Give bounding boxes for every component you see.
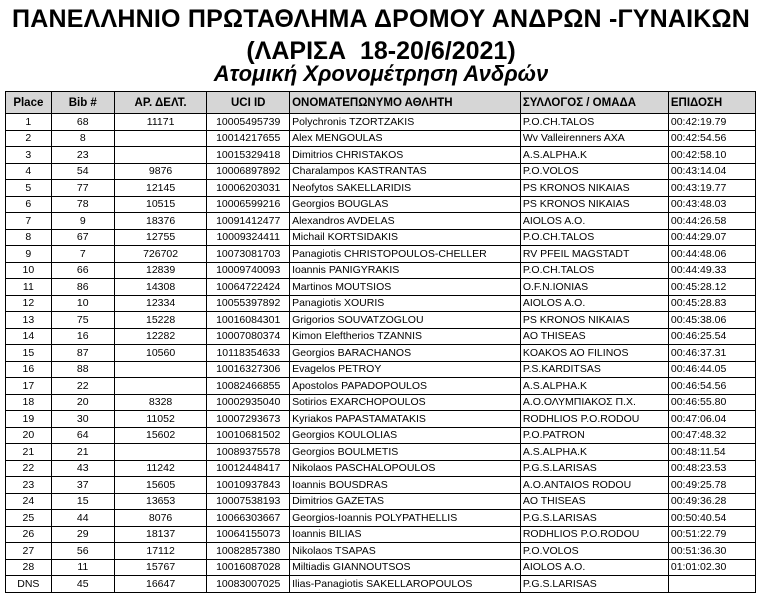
table-row [6,295,756,312]
table-row [6,411,756,428]
bib-cell: 15 [51,493,114,510]
bib-cell: 75 [51,312,114,329]
place-cell: 20 [6,427,52,444]
column-header-uci-id: UCI ID [207,92,290,114]
place-cell: 26 [6,526,52,543]
club-cell: P.S.KARDITSAS [520,361,668,378]
athlete-name-cell: Sotirios EXARCHOPOULOS [290,394,521,411]
uci-id-cell: 10009324411 [207,229,290,246]
header-row [6,92,756,114]
place-cell: 14 [6,328,52,345]
athlete-name-cell: Alexandros AVDELAS [290,213,521,230]
uci-id-cell: 10066303667 [207,510,290,527]
uci-id-cell: 10010681502 [207,427,290,444]
uci-id-cell: 10016327306 [207,361,290,378]
club-cell: PS KRONOS NIKAIAS [520,196,668,213]
license-cell: 12839 [114,262,207,279]
athlete-name-cell: Ilias-Panagiotis SAKELLAROPOULOS [290,576,521,593]
column-header-athlete: ΟΝΟΜΑΤΕΠΩΝΥΜΟ ΑΘΛΗΤΗ [290,92,521,114]
license-cell: 10515 [114,196,207,213]
uci-id-cell: 10016087028 [207,559,290,576]
club-cell: P.O.PATRON [520,427,668,444]
athlete-name-cell: Charalampos KASTRANTAS [290,163,521,180]
uci-id-cell: 10006203031 [207,180,290,197]
time-cell: 00:49:25.78 [668,477,755,494]
athlete-name-cell: Martinos MOUTSIOS [290,279,521,296]
table-row [6,147,756,164]
uci-id-cell: 10010937843 [207,477,290,494]
place-cell: 25 [6,510,52,527]
place-cell: 13 [6,312,52,329]
club-cell: P.G.S.LARISAS [520,576,668,593]
time-cell: 00:50:40.54 [668,510,755,527]
uci-id-cell: 10007538193 [207,493,290,510]
time-cell: 00:48:23.53 [668,460,755,477]
bib-cell: 45 [51,576,114,593]
table-row [6,493,756,510]
license-cell [114,378,207,395]
column-header-club: ΣΥΛΛΟΓΟΣ / ΟΜΑΔΑ [520,92,668,114]
club-cell: P.O.CH.TALOS [520,262,668,279]
license-cell: 15602 [114,427,207,444]
location-dates: (ΛΑΡΙΣΑ 18-20/6/2021) [246,37,516,65]
time-cell: 00:49:36.28 [668,493,755,510]
club-cell: RV PFEIL MAGSTADT [520,246,668,263]
time-cell: 00:42:54.56 [668,130,755,147]
athlete-name-cell: Georgios-Ioannis POLYPATHELLIS [290,510,521,527]
uci-id-cell: 10015329418 [207,147,290,164]
athlete-name-cell: Miltiadis GIANNOUTSOS [290,559,521,576]
table-row [6,394,756,411]
table-row [6,543,756,560]
athlete-name-cell: Nikolaos TSAPAS [290,543,521,560]
place-cell: 23 [6,477,52,494]
athlete-name-cell: Ioannis BILIAS [290,526,521,543]
club-cell: A.O.ΟΛΥΜΠΙΑΚΟΣ Π.Χ. [520,394,668,411]
time-cell: 00:44:26.58 [668,213,755,230]
athlete-name-cell: Ioannis PANIGYRAKIS [290,262,521,279]
table-row [6,378,756,395]
bib-cell: 11 [51,559,114,576]
time-cell: 00:46:55.80 [668,394,755,411]
place-cell: 19 [6,411,52,428]
license-cell [114,130,207,147]
bib-cell: 43 [51,460,114,477]
time-cell: 00:51:22.79 [668,526,755,543]
athlete-name-cell: Neofytos SAKELLARIDIS [290,180,521,197]
time-cell: 00:45:28.83 [668,295,755,312]
athlete-name-cell: Ioannis BOUSDRAS [290,477,521,494]
athlete-name-cell: Nikolaos PASCHALOPOULOS [290,460,521,477]
license-cell: 11171 [114,114,207,131]
uci-id-cell: 10064155073 [207,526,290,543]
license-cell: 12334 [114,295,207,312]
bib-cell: 78 [51,196,114,213]
table-row [6,345,756,362]
time-cell: 01:01:02.30 [668,559,755,576]
place-cell: DNS [6,576,52,593]
place-cell: 12 [6,295,52,312]
club-cell: P.O.CH.TALOS [520,229,668,246]
uci-id-cell: 10009740093 [207,262,290,279]
club-cell: P.O.CH.TALOS [520,114,668,131]
time-cell: 00:47:06.04 [668,411,755,428]
bib-cell: 30 [51,411,114,428]
club-cell: Wv Valleirenners AXA [520,130,668,147]
club-cell: RODHLIOS P.O.RODOU [520,411,668,428]
bib-cell: 67 [51,229,114,246]
place-cell: 24 [6,493,52,510]
table-row [6,526,756,543]
place-cell: 6 [6,196,52,213]
time-cell: 00:42:58.10 [668,147,755,164]
club-cell: A.S.ALPHA.K [520,444,668,461]
document-header [0,0,762,86]
athlete-name-cell: Georgios BOUGLAS [290,196,521,213]
bib-cell: 37 [51,477,114,494]
bib-cell: 20 [51,394,114,411]
license-cell: 15767 [114,559,207,576]
bib-cell: 9 [51,213,114,230]
results-body [6,114,756,593]
place-cell: 2 [6,130,52,147]
license-cell [114,361,207,378]
column-header-license: ΑΡ. ΔΕΛΤ. [114,92,207,114]
club-cell: PS KRONOS NIKAIAS [520,180,668,197]
place-cell: 27 [6,543,52,560]
bib-cell: 16 [51,328,114,345]
table-row [6,444,756,461]
place-cell: 3 [6,147,52,164]
bib-cell: 66 [51,262,114,279]
uci-id-cell: 10014217655 [207,130,290,147]
uci-id-cell: 10064722424 [207,279,290,296]
place-cell: 22 [6,460,52,477]
time-cell: 00:44:29.07 [668,229,755,246]
license-cell: 726702 [114,246,207,263]
uci-id-cell: 10006897892 [207,163,290,180]
club-cell: AIOLOS A.O. [520,213,668,230]
uci-id-cell: 10016084301 [207,312,290,329]
place-cell: 18 [6,394,52,411]
place-cell: 9 [6,246,52,263]
time-cell: 00:42:19.79 [668,114,755,131]
time-cell: 00:44:49.33 [668,262,755,279]
athlete-name-cell: Evagelos PETROY [290,361,521,378]
club-cell: AO THISEAS [520,328,668,345]
club-cell: PS KRONOS NIKAIAS [520,312,668,329]
place-cell: 17 [6,378,52,395]
bib-cell: 23 [51,147,114,164]
time-cell: 00:45:38.06 [668,312,755,329]
athlete-name-cell: Michail KORTSIDAKIS [290,229,521,246]
club-cell: P.G.S.LARISAS [520,510,668,527]
uci-id-cell: 10091412477 [207,213,290,230]
uci-id-cell: 10007080374 [207,328,290,345]
license-cell: 15605 [114,477,207,494]
time-cell: 00:47:48.32 [668,427,755,444]
club-cell: A.S.ALPHA.K [520,378,668,395]
license-cell: 17112 [114,543,207,560]
bib-cell: 7 [51,246,114,263]
place-cell: 28 [6,559,52,576]
bib-cell: 8 [51,130,114,147]
club-cell: AO THISEAS [520,493,668,510]
athlete-name-cell: Georgios BOULMETIS [290,444,521,461]
athlete-name-cell: Kimon Eleftherios TZANNIS [290,328,521,345]
club-cell: P.O.VOLOS [520,163,668,180]
table-row [6,130,756,147]
license-cell: 13653 [114,493,207,510]
athlete-name-cell: Dimitrios CHRISTAKOS [290,147,521,164]
athlete-name-cell: Panagiotis XOURIS [290,295,521,312]
uci-id-cell: 10055397892 [207,295,290,312]
license-cell: 18376 [114,213,207,230]
time-cell: 00:46:44.05 [668,361,755,378]
bib-cell: 64 [51,427,114,444]
table-row [6,312,756,329]
table-row [6,279,756,296]
uci-id-cell: 10005495739 [207,114,290,131]
place-cell: 4 [6,163,52,180]
license-cell: 8076 [114,510,207,527]
uci-id-cell: 10082857380 [207,543,290,560]
uci-id-cell: 10083007025 [207,576,290,593]
uci-id-cell: 10007293673 [207,411,290,428]
license-cell: 14308 [114,279,207,296]
place-cell: 15 [6,345,52,362]
license-cell: 11052 [114,411,207,428]
bib-cell: 87 [51,345,114,362]
bib-cell: 88 [51,361,114,378]
athlete-name-cell: Georgios KOULOLIAS [290,427,521,444]
club-cell: O.F.N.IONIAS [520,279,668,296]
club-cell: P.G.S.LARISAS [520,460,668,477]
time-cell: 00:51:36.30 [668,543,755,560]
athlete-name-cell: Apostolos PAPADOPOULOS [290,378,521,395]
license-cell: 12755 [114,229,207,246]
club-cell: RODHLIOS P.O.RODOU [520,526,668,543]
uci-id-cell: 10082466855 [207,378,290,395]
column-header-bib: Bib # [51,92,114,114]
bib-cell: 44 [51,510,114,527]
place-cell: 8 [6,229,52,246]
uci-id-cell: 10089375578 [207,444,290,461]
uci-id-cell: 10012448417 [207,460,290,477]
bib-cell: 86 [51,279,114,296]
bib-cell: 56 [51,543,114,560]
time-cell: 00:43:48.03 [668,196,755,213]
table-row [6,559,756,576]
club-cell: A.O.ANTAIOS RODOU [520,477,668,494]
time-cell: 00:46:37.31 [668,345,755,362]
column-header-time: ΕΠΙΔΟΣΗ [668,92,755,114]
place-cell: 7 [6,213,52,230]
license-cell: 16647 [114,576,207,593]
athlete-name-cell: Panagiotis CHRISTOPOULOS-CHELLER [290,246,521,263]
table-row [6,163,756,180]
bib-cell: 54 [51,163,114,180]
bib-cell: 68 [51,114,114,131]
license-cell: 12282 [114,328,207,345]
club-cell: AIOLOS A.O. [520,559,668,576]
uci-id-cell: 10006599216 [207,196,290,213]
table-row [6,114,756,131]
time-cell: 00:43:19.77 [668,180,755,197]
uci-id-cell: 10118354633 [207,345,290,362]
bib-cell: 10 [51,295,114,312]
license-cell: 18137 [114,526,207,543]
uci-id-cell: 10073081703 [207,246,290,263]
table-row [6,510,756,527]
time-cell: 00:45:28.12 [668,279,755,296]
athlete-name-cell: Dimitrios GAZETAS [290,493,521,510]
place-cell: 11 [6,279,52,296]
table-row [6,213,756,230]
club-cell: A.S.ALPHA.K [520,147,668,164]
athlete-name-cell: Grigorios SOUVATZOGLOU [290,312,521,329]
license-cell [114,147,207,164]
time-cell: 00:46:54.56 [668,378,755,395]
table-row [6,477,756,494]
place-cell: 21 [6,444,52,461]
table-row [6,180,756,197]
results-table [5,91,756,593]
table-row [6,460,756,477]
club-cell: AIOLOS A.O. [520,295,668,312]
athlete-name-cell: Kyriakos PAPASTAMATAKIS [290,411,521,428]
license-cell: 15228 [114,312,207,329]
athlete-name-cell: Alex MENGOULAS [290,130,521,147]
place-cell: 1 [6,114,52,131]
athlete-name-cell: Georgios BARACHANOS [290,345,521,362]
place-cell: 10 [6,262,52,279]
table-row [6,262,756,279]
event-subtitle: Ατομική Χρονομέτρηση Ανδρών [213,61,549,86]
column-header-place: Place [6,92,52,114]
time-cell: 00:46:25.54 [668,328,755,345]
license-cell: 11242 [114,460,207,477]
club-cell: KOAKOS AO FILINOS [520,345,668,362]
athlete-name-cell: Polychronis TZORTZAKIS [290,114,521,131]
table-row [6,246,756,263]
license-cell: 8328 [114,394,207,411]
table-row [6,196,756,213]
time-cell: 00:43:14.04 [668,163,755,180]
table-row [6,229,756,246]
table-row [6,328,756,345]
bib-cell: 22 [51,378,114,395]
bib-cell: 29 [51,526,114,543]
table-row [6,361,756,378]
license-cell [114,444,207,461]
place-cell: 5 [6,180,52,197]
bib-cell: 77 [51,180,114,197]
license-cell: 12145 [114,180,207,197]
bib-cell: 21 [51,444,114,461]
time-cell: 00:48:11.54 [668,444,755,461]
license-cell: 10560 [114,345,207,362]
table-row [6,427,756,444]
license-cell: 9876 [114,163,207,180]
uci-id-cell: 10002935040 [207,394,290,411]
championship-title: ΠΑΝΕΛΛΗΝΙΟ ΠΡΩΤΑΘΛΗΜΑ ΔΡΟΜΟΥ ΑΝΔΡΩΝ -ΓΥΝΑΙΚΩΝ [12,5,750,33]
place-cell: 16 [6,361,52,378]
club-cell: P.O.VOLOS [520,543,668,560]
time-cell: 00:44:48.06 [668,246,755,263]
